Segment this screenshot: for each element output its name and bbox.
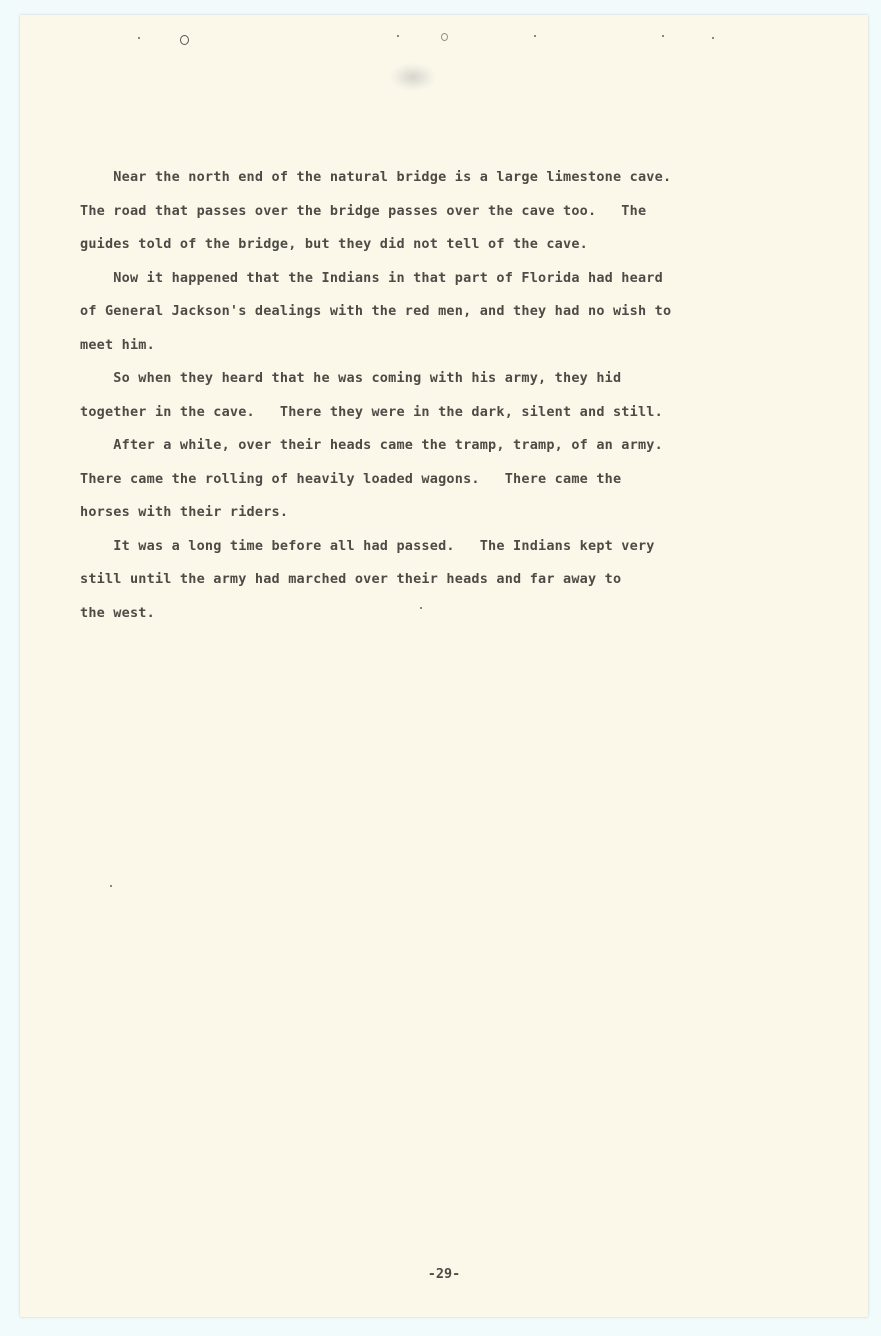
paper-speck [397, 35, 399, 37]
text-line: meet him. [80, 336, 155, 353]
text-line: The road that passes over the bridge passes over the cave too. The [80, 202, 647, 219]
punch-hole-mark [180, 35, 189, 45]
typewritten-page [20, 15, 868, 1317]
typewritten-text [80, 161, 840, 630]
text-line: It was a long time before all had passed. The Indians kept very [80, 537, 655, 554]
text-line: So when they heard that he was coming with his army, they hid [80, 370, 622, 386]
text-line: guides told of the bridge, but they did not tell of the cave. [80, 236, 588, 252]
text-line: together in the cave. There they were in the dark, silent and still. [80, 403, 663, 420]
text-line: There came the rolling of heavily loaded wagons. There came the [80, 470, 622, 487]
paper-speck [662, 35, 664, 37]
page-number: -29- [427, 1266, 461, 1282]
text-line: still until the army had marched over their heads and far away to [80, 571, 622, 587]
text-line: Now it happened that the Indians in that part of Florida had heard [80, 269, 663, 286]
punch-hole-mark [441, 33, 448, 41]
paper-smudge [390, 63, 436, 91]
paper-speck [712, 37, 714, 39]
paper-speck [110, 885, 112, 887]
text-line: After a while, over their heads came the tramp, tramp, of an army. [80, 437, 663, 453]
paper-speck [138, 37, 140, 39]
text-line: of General Jackson's dealings with the red men, and they had no wish to [80, 303, 672, 319]
text-line: Near the north end of the natural bridge is a large limestone cave. [80, 169, 672, 185]
text-line: the west. [80, 604, 155, 621]
text-line: horses with their riders. [80, 504, 289, 520]
paper-speck [534, 35, 536, 37]
